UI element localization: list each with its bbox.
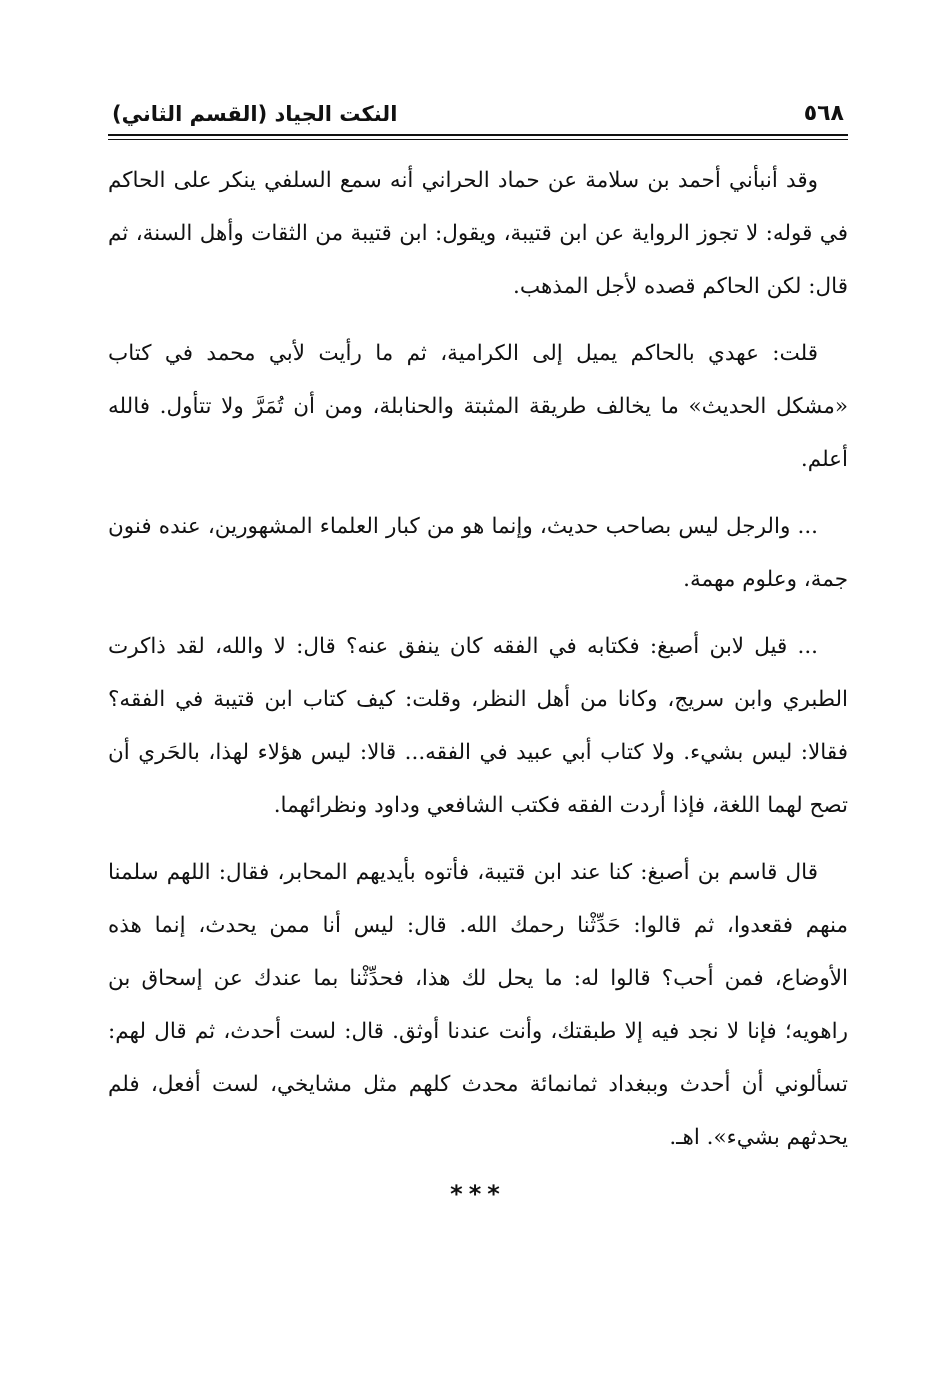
- header-title: النكت الجياد (القسم الثاني): [112, 102, 398, 126]
- header-rule: [108, 134, 848, 136]
- header-rule-thin: [108, 139, 848, 140]
- body-text: [108, 154, 848, 1164]
- section-separator: ***: [450, 1180, 506, 1208]
- paragraph-2: قلت: عهدي بالحاكم يميل إلى الكرامية، ثم ما رأيت لأبي محمد في كتاب «مشكل الحديث» ما يخالف طريقة المثبتة والحنابلة، ومن أن تُمَرَّ ولا تتأول. فالله أعلم.: [108, 341, 848, 472]
- paragraph-1: وقد أنبأني أحمد بن سلامة عن حماد الحراني أنه سمع السلفي ينكر على الحاكم في قوله: لا تجوز الرواية عن ابن قتيبة، ويقول: ابن قتيبة من الثقات وأهل السنة، ثم قال: لكن الحاكم قصده لأجل المذهب.: [108, 168, 848, 299]
- book-page: [108, 80, 848, 1208]
- paragraph-3: ... والرجل ليس بصاحب حديث، وإنما هو من كبار العلماء المشهورين، عنده فنون جمة، وعلوم مهمة.: [108, 514, 848, 592]
- paragraph-5: قال قاسم بن أصبغ: كنا عند ابن قتيبة، فأتوه بأيديهم المحابر، فقال: اللهم سلمنا منهم فقعدوا، ثم قالوا: حَدِّثْنا رحمك الله. قال: ليس أنا ممن يحدث، إنما هذه الأوضاع، فمن أحب؟ قالوا له: ما يحل لك هذا، فحدِّثْنا بما عندك عن إسحاق بن راهويه؛ فإنا لا نجد فيه إلا طبقتك، وأنت عندنا أوثق. قال: لست أحدث، ثم قال لهم: تسألوني أن أحدث وببغداد ثمانمائة محدث كلهم مثل مشايخي، لست أفعل، فلم يحدثهم بشيء». اهـ.: [108, 860, 848, 1150]
- running-header: [108, 80, 848, 126]
- page-number: ٥٦٨: [803, 101, 844, 126]
- paragraph-4: ... قيل لابن أصبغ: فكتابه في الفقه كان ينفق عنه؟ قال: لا والله، لقد ذاكرت الطبري وابن سريج، وكانا من أهل النظر، وقلت: كيف كتاب ابن قتيبة في الفقه؟ فقالا: ليس بشيء. ولا كتاب أبي عبيد في الفقه... قالا: ليس هؤلاء لهذا، بالحَري أن تصح لهما اللغة، فإذا أردت الفقه فكتب الشافعي وداود ونظرائهما.: [108, 634, 848, 818]
